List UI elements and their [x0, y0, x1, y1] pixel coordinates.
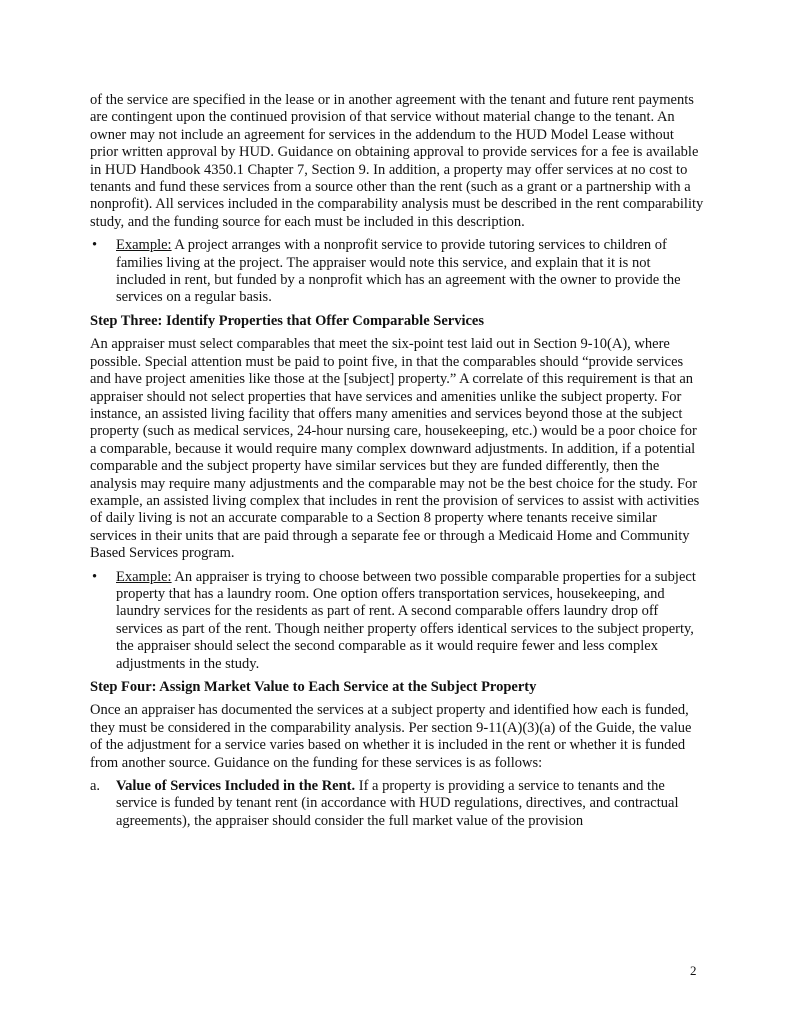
- bullet-mark: •: [92, 568, 98, 585]
- document-page: [90, 92, 704, 830]
- body-paragraph-comparables: An appraiser must select comparables that meet the six-point test laid out in Section 9-10(A), where possible. Special attention must be paid to point five, in that the comparables should “provide services and have project amenities like those at the [subject] property.” A correlate of this requirement is that an appraiser should not select properties that have services and amenities unlike the subject property. For instance, an assisted living facility that offers many amenities and services beyond those at the subject property (such as medical services, 24-hour nursing care, housekeeping, etc.) would be a poor choice for a comparable, because it would require many complex downward adjustments. In addition, if a potential comparable and the subject property have similar services but they are funded differently, then the analysis may require many adjustments and the comparable may not be the best choice for the study. For example, an assisted living complex that includes in rent the provision of services to assist with activities of daily living is not an accurate comparable to a Section 8 property where tenants receive similar services in their units that are paid through a separate fee or through a Medicaid Home and Community Based Services program.: [90, 336, 700, 562]
- list-item-title: Value of Services Included in the Rent.: [116, 778, 356, 795]
- list-item-a: [90, 778, 704, 830]
- bullet-mark: •: [92, 237, 98, 254]
- example-text: A project arranges with a nonprofit service to provide tutoring services to children of families living at the project. The appraiser would note this service, and explain that it is not included in rent, but funded by a nonprofit which has an agreement with the owner to provide the services on a regular basis.: [116, 237, 681, 306]
- heading-step-four: Step Four: Assign Market Value to Each Service at the Subject Property: [90, 679, 537, 695]
- heading-step-three: Step Three: Identify Properties that Offer Comparable Services: [90, 312, 484, 329]
- example-bullet-laundry: [90, 569, 704, 673]
- page-number: 2: [690, 963, 697, 978]
- body-paragraph-services-lease: of the service are specified in the lease or in another agreement with the tenant and future rent payments are contingent upon the continued provision of that service without material change to the tenant. An owner may not include an agreement for services in the addendum to the HUD Model Lease without prior written approval by HUD. Guidance on obtaining approval to provide services for a fee is available in HUD Handbook 4350.1 Chapter 7, Section 9. In addition, a property may offer services at no cost to tenants and fund these services from a source other than the rent (such as a grant or a partnership with a nonprofit). All services included in the comparability analysis must be described in the rent comparability study, and the funding source for each must be included in this description.: [90, 92, 704, 230]
- example-bullet-tutoring: [90, 237, 704, 307]
- example-text: An appraiser is trying to choose between two possible comparable properties for a subject property that has a laundry room. One option offers transportation services, housekeeping, and laundry services for the residents as part of rent. A second comparable offers laundry drop off services as part of the rent. Though neither property offers identical services to the subject property, the appraiser should select the second comparable as it would require fewer and less complex adjustments in the study.: [116, 568, 696, 672]
- example-label: Example:: [116, 237, 172, 254]
- body-paragraph-market-value: Once an appraiser has documented the services at a subject property and identified how each is funded, they must be considered in the comparability analysis. Per section 9-11(A)(3)(a) of the Guide, the value of the adjustment for a service varies based on whether it is included in the rent or whether it is funded from another source. Guidance on the funding for these services is as follows:: [90, 702, 692, 771]
- list-marker: a.: [90, 778, 101, 795]
- list-item-text: If a property is providing a service to tenants and the service is funded by tenant rent (in accordance with HUD regulations, directives, and contractual agreements), the appraiser should consider the full market value of the provision: [116, 778, 679, 829]
- example-label: Example:: [116, 568, 172, 585]
